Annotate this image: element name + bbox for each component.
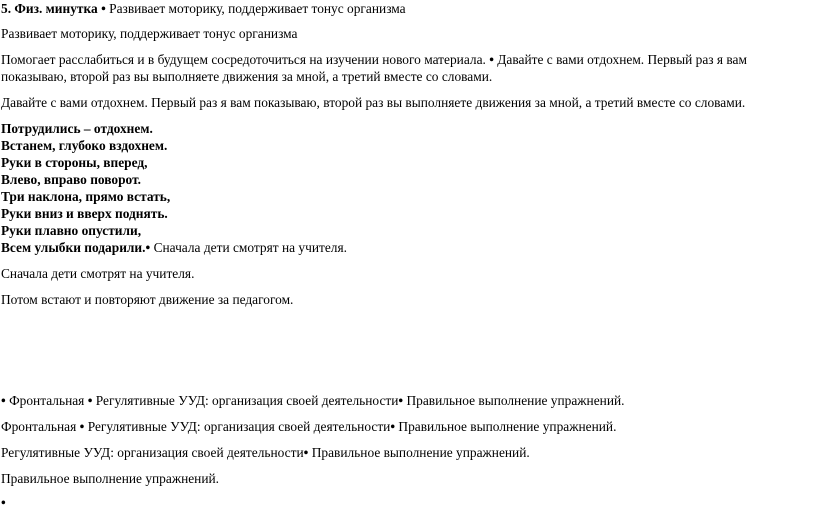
paragraph: Правильное выполнение упражнений. [1,471,220,486]
bullet-icon: • [1,495,6,510]
heading-line [1,0,406,17]
bullet-icon: • [398,393,404,408]
paragraph-continuation: показываю, второй раз вы выполняете движения за мной, а третий вместе со словами. [1,69,493,84]
paragraph-text: Правильное выполнение упражнений. [311,445,530,460]
poem-line [1,137,167,154]
paragraph-text: Помогает расслабиться и в будущем сосредоточиться на изучении нового материала. [1,52,486,67]
poem-text: Встанем, глубоко вздохнем. [1,138,168,153]
paragraph-text: Фронтальная [9,393,85,408]
poem-line [1,205,168,222]
bullet-icon: • [145,240,151,255]
poem-text: Руки в стороны, вперед, [1,155,148,170]
section-title: 5. Физ. минутка [1,1,98,16]
poem-line [1,171,141,188]
paragraph-text: Правильное выполнение упражнений. [406,393,625,408]
bullet-icon: • [390,419,396,434]
poem-line [1,222,141,239]
paragraph: Потом встают и повторяют движение за педагогом. [1,292,294,307]
poem-line [1,120,153,137]
paragraph [1,392,625,409]
paragraph-text: Регулятивные УУД: организация своей деятельности [87,419,391,434]
bullet-icon: • [87,393,93,408]
paragraph-text: Фронтальная [1,419,77,434]
poem-text: Всем улыбки подарили. [1,240,146,255]
bullet-icon: • [101,1,106,16]
heading-text: Развивает моторику, поддерживает тонус организма [109,1,406,16]
poem-text: Руки вниз и вверх поднять. [1,206,168,221]
paragraph [1,51,747,68]
paragraph [1,418,616,435]
paragraph [1,494,6,511]
poem-line [1,188,170,205]
bullet-icon: • [303,445,309,460]
paragraph-text: Регулятивные УУД: организация своей деятельности [1,445,304,460]
paragraph: Сначала дети смотрят на учителя. [1,266,195,281]
poem-line [1,239,347,256]
bullet-icon: • [79,419,85,434]
paragraph-text: Правильное выполнение упражнений. [398,419,617,434]
bullet-icon: • [1,393,6,408]
poem-text: Руки плавно опустили, [1,223,142,238]
paragraph [1,444,530,461]
paragraph-text: Давайте с вами отдохнем. Первый раз я вам [497,52,747,67]
bullet-icon: • [489,52,494,67]
poem-line [1,154,148,171]
paragraph-text: Регулятивные УУД: организация своей деятельности [95,393,399,408]
paragraph: Развивает моторику, поддерживает тонус организма [1,26,298,41]
poem-text: Три наклона, прямо встать, [1,189,171,204]
poem-text: Потрудились – отдохнем. [1,121,153,136]
paragraph-text: Сначала дети смотрят на учителя. [153,240,348,255]
paragraph: Давайте с вами отдохнем. Первый раз я вам показываю, второй раз вы выполняете движения за мной, а третий вместе со словами. [1,95,746,110]
poem-text: Влево, вправо поворот. [1,172,141,187]
